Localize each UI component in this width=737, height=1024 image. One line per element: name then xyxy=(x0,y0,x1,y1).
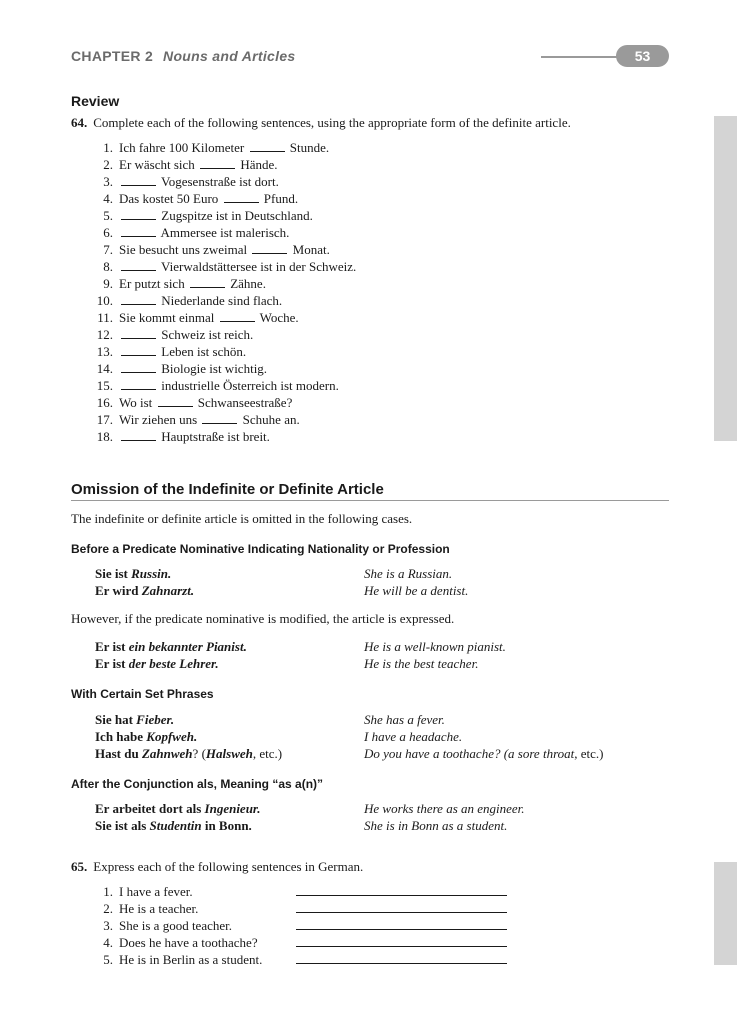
list-item: 16. Wo ist Schwanseestraße? xyxy=(96,395,293,410)
chapter-title: Nouns and Articles xyxy=(163,48,296,64)
thumb-tab-bottom xyxy=(714,862,737,965)
list-item: 15. industrielle Österreich ist modern. xyxy=(96,378,339,393)
list-item: 2. He is a teacher. xyxy=(103,901,199,916)
example-english: I have a headache. xyxy=(364,729,463,744)
blank-field[interactable] xyxy=(202,412,237,424)
list-item: 3. She is a good teacher. xyxy=(103,918,232,933)
example-german: Sie hat Fieber. xyxy=(95,712,175,727)
blank-field[interactable] xyxy=(121,378,156,390)
list-item: 1. Ich fahre 100 Kilometer Stunde. xyxy=(103,140,330,155)
list-item: 4. Das kostet 50 Euro Pfund. xyxy=(103,191,299,206)
example-german: Er ist der beste Lehrer. xyxy=(95,656,219,671)
blank-field[interactable] xyxy=(252,242,287,254)
example-english: He works there as an engineer. xyxy=(364,801,525,816)
exercise-64-instruction xyxy=(71,115,571,131)
example-english: She is a Russian. xyxy=(364,566,453,581)
blank-field[interactable] xyxy=(224,191,259,203)
list-item: 9. Er putzt sich Zähne. xyxy=(103,276,266,291)
list-item: 1. I have a fever. xyxy=(103,884,193,899)
blank-field[interactable] xyxy=(121,259,156,271)
list-item: 17. Wir ziehen uns Schuhe an. xyxy=(96,412,300,427)
example-german: Er ist ein bekannter Pianist. xyxy=(95,639,247,654)
blank-field[interactable] xyxy=(121,344,156,356)
answer-line[interactable] xyxy=(296,929,507,930)
thumb-tab-top xyxy=(714,116,737,441)
list-item: 18. Hauptstraße ist breit. xyxy=(96,429,270,444)
subheading-set-phrases: With Certain Set Phrases xyxy=(71,687,214,701)
list-item: 11. Sie kommt einmal Woche. xyxy=(97,310,299,325)
blank-field[interactable] xyxy=(250,140,285,152)
subheading-nationality: Before a Predicate Nominative Indicating Nationality or Profession xyxy=(71,542,450,556)
exercise-number: 65. xyxy=(71,859,88,874)
example-german: Er arbeitet dort als Ingenieur. xyxy=(95,801,261,816)
blank-field[interactable] xyxy=(121,225,156,237)
list-item: 14. Biologie ist wichtig. xyxy=(96,361,268,376)
list-item: 7. Sie besucht uns zweimal Monat. xyxy=(103,242,330,257)
list-item: 13. Leben ist schön. xyxy=(96,344,247,359)
exercise-number: 64. xyxy=(71,115,88,130)
list-item: 3. Vogesenstraße ist dort. xyxy=(103,174,279,189)
example-english: He will be a dentist. xyxy=(364,583,469,598)
list-item: 12. Schweiz ist reich. xyxy=(96,327,254,342)
chapter-label: CHAPTER 2 xyxy=(71,48,154,64)
blank-field[interactable] xyxy=(121,361,156,373)
list-item: 10. Niederlande sind flach. xyxy=(96,293,283,308)
page-number: 53 xyxy=(616,45,669,67)
answer-line[interactable] xyxy=(296,946,507,947)
example-german: Ich habe Kopfweh. xyxy=(95,729,198,744)
answer-line[interactable] xyxy=(296,895,507,896)
blank-field[interactable] xyxy=(220,310,255,322)
section-intro: The indefinite or definite article is omitted in the following cases. xyxy=(71,511,413,526)
blank-field[interactable] xyxy=(121,293,156,305)
subheading-als: After the Conjunction als, Meaning “as a(n)” xyxy=(71,777,324,791)
example-english: He is a well-known pianist. xyxy=(364,639,506,654)
exercise-65-instruction xyxy=(71,859,363,875)
list-item: 5. Zugspitze ist in Deutschland. xyxy=(103,208,313,223)
example-german: Sie ist Russin. xyxy=(95,566,172,581)
blank-field[interactable] xyxy=(121,327,156,339)
section-heading: Omission of the Indefinite or Definite Article xyxy=(71,481,669,501)
blank-field[interactable] xyxy=(121,429,156,441)
list-item: 6. Ammersee ist malerisch. xyxy=(103,225,290,240)
blank-field[interactable] xyxy=(121,208,156,220)
however-note: However, if the predicate nominative is modified, the article is expressed. xyxy=(71,611,455,626)
example-german: Sie ist als Studentin in Bonn. xyxy=(95,818,252,833)
blank-field[interactable] xyxy=(158,395,193,407)
translate-items xyxy=(95,883,262,968)
example-english: She has a fever. xyxy=(364,712,445,727)
example-english: She is in Bonn as a student. xyxy=(364,818,508,833)
list-item: 8. Vierwaldstättersee ist in der Schweiz. xyxy=(103,259,357,274)
list-item: 5. He is in Berlin as a student. xyxy=(103,952,263,967)
blank-field[interactable] xyxy=(190,276,225,288)
list-item: 2. Er wäscht sich Hände. xyxy=(103,157,278,172)
running-header xyxy=(71,48,296,64)
blank-field[interactable] xyxy=(121,174,156,186)
header-rule xyxy=(541,56,621,58)
instruction-text: Express each of the following sentences in German. xyxy=(93,859,364,874)
example-english: Do you have a toothache? (a sore throat, etc.) xyxy=(364,746,604,761)
review-items xyxy=(95,139,356,445)
example-german: Er wird Zahnarzt. xyxy=(95,583,195,598)
answer-line[interactable] xyxy=(296,963,507,964)
answer-line[interactable] xyxy=(296,912,507,913)
list-item: 4. Does he have a toothache? xyxy=(103,935,258,950)
instruction-text: Complete each of the following sentences, using the appropriate form of the definite article. xyxy=(93,115,571,130)
review-heading: Review xyxy=(71,93,120,109)
example-english: He is the best teacher. xyxy=(364,656,479,671)
blank-field[interactable] xyxy=(200,157,235,169)
example-german: Hast du Zahnweh? (Halsweh, etc.) xyxy=(95,746,283,761)
